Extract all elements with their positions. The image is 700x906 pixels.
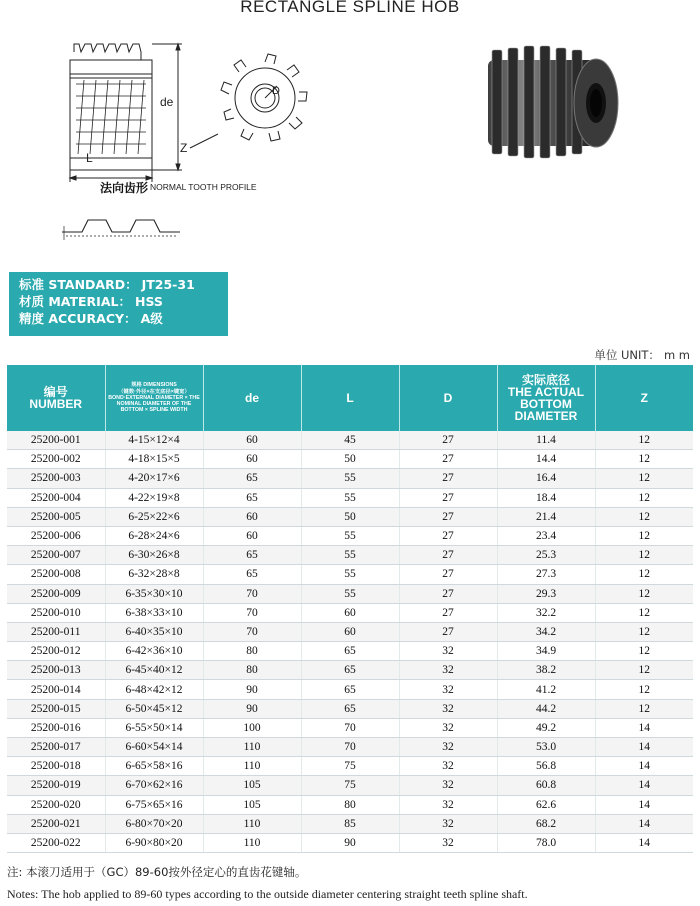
cell-d: 27 <box>399 584 497 603</box>
cell-de: 65 <box>203 546 301 565</box>
spec-table <box>7 365 693 853</box>
table-row <box>7 584 693 603</box>
cell-z: 14 <box>595 814 693 833</box>
cell-de: 60 <box>203 450 301 469</box>
cell-z: 12 <box>595 642 693 661</box>
note-en: Notes: The hob applied to 89-60 types according to the outside diameter centering straight teeth spline shaft. <box>7 887 528 901</box>
cell-number: 25200-010 <box>7 603 105 622</box>
material-label: 材质 MATERIAL： <box>19 294 131 309</box>
cell-de: 60 <box>203 507 301 526</box>
cell-number: 25200-018 <box>7 757 105 776</box>
header-number <box>7 365 105 431</box>
cell-l: 55 <box>301 584 399 603</box>
cell-d: 32 <box>399 795 497 814</box>
cell-z: 12 <box>595 565 693 584</box>
cell-bottom: 41.2 <box>497 680 595 699</box>
cell-number: 25200-008 <box>7 565 105 584</box>
cell-l: 65 <box>301 699 399 718</box>
cell-bottom: 49.2 <box>497 718 595 737</box>
cell-bottom: 29.3 <box>497 584 595 603</box>
table-row <box>7 757 693 776</box>
cell-bottom: 68.2 <box>497 814 595 833</box>
cell-number: 25200-015 <box>7 699 105 718</box>
cell-de: 70 <box>203 622 301 641</box>
cell-z: 12 <box>595 526 693 545</box>
cell-bottom: 34.2 <box>497 622 595 641</box>
cell-d: 27 <box>399 469 497 488</box>
cell-d: 27 <box>399 526 497 545</box>
cell-d: 32 <box>399 833 497 852</box>
table-row <box>7 488 693 507</box>
header-dim-en: BOND·EXTERNAL DIAMETER × THE NOMINAL DIAMETER OF THE BOTTOM × SPLINE WIDTH <box>108 394 200 414</box>
cell-number: 25200-016 <box>7 718 105 737</box>
header-bottom-cn: 实际底径 <box>521 373 570 387</box>
standard-value: JT25-31 <box>141 277 195 292</box>
cell-d: 27 <box>399 603 497 622</box>
cell-d: 27 <box>399 450 497 469</box>
cell-d: 32 <box>399 680 497 699</box>
cell-bottom: 25.3 <box>497 546 595 565</box>
cell-number: 25200-012 <box>7 642 105 661</box>
cell-d: 32 <box>399 776 497 795</box>
cell-bottom: 34.9 <box>497 642 595 661</box>
accuracy-value: A级 <box>140 311 163 326</box>
cell-bottom: 14.4 <box>497 450 595 469</box>
cell-bottom: 78.0 <box>497 833 595 852</box>
cell-l: 45 <box>301 431 399 450</box>
cell-z: 12 <box>595 661 693 680</box>
table-row <box>7 565 693 584</box>
cell-de: 90 <box>203 680 301 699</box>
cell-de: 110 <box>203 738 301 757</box>
header-de: de <box>203 365 301 431</box>
cell-bottom: 38.2 <box>497 661 595 680</box>
cell-d: 32 <box>399 738 497 757</box>
table-row <box>7 699 693 718</box>
material-line <box>19 293 228 310</box>
cell-z: 14 <box>595 738 693 757</box>
cell-l: 55 <box>301 469 399 488</box>
cell-d: 27 <box>399 488 497 507</box>
cell-bottom: 23.4 <box>497 526 595 545</box>
note-cn: 注: 本滚刀适用于（GC）89-60按外径定心的直齿花键轴。 <box>7 865 307 879</box>
table-row <box>7 833 693 852</box>
material-value: HSS <box>134 294 163 309</box>
cell-number: 25200-011 <box>7 622 105 641</box>
table-row <box>7 795 693 814</box>
cell-dim: 6-65×58×16 <box>105 757 203 776</box>
cell-number: 25200-022 <box>7 833 105 852</box>
cell-l: 90 <box>301 833 399 852</box>
cell-z: 12 <box>595 546 693 565</box>
cell-de: 110 <box>203 814 301 833</box>
normal-tooth-profile-en: NORMAL TOOTH PROFILE <box>150 182 257 192</box>
standard-label: 标准 STANDARD： <box>19 277 138 292</box>
cell-z: 12 <box>595 603 693 622</box>
cell-bottom: 27.3 <box>497 565 595 584</box>
cell-l: 55 <box>301 488 399 507</box>
cell-l: 70 <box>301 718 399 737</box>
cell-d: 32 <box>399 642 497 661</box>
spec-box <box>9 272 228 336</box>
table-row <box>7 718 693 737</box>
header-l: L <box>301 365 399 431</box>
cell-l: 75 <box>301 776 399 795</box>
cell-l: 50 <box>301 450 399 469</box>
cell-number: 25200-006 <box>7 526 105 545</box>
cell-dim: 6-28×24×6 <box>105 526 203 545</box>
cell-number: 25200-020 <box>7 795 105 814</box>
table-row <box>7 814 693 833</box>
cell-number: 25200-007 <box>7 546 105 565</box>
cell-z: 12 <box>595 699 693 718</box>
cell-d: 32 <box>399 814 497 833</box>
cell-dim: 4-20×17×6 <box>105 469 203 488</box>
cell-dim: 6-38×33×10 <box>105 603 203 622</box>
cell-l: 65 <box>301 661 399 680</box>
unit-value: m m <box>663 348 690 362</box>
cell-dim: 6-48×42×12 <box>105 680 203 699</box>
cell-dim: 6-55×50×14 <box>105 718 203 737</box>
cell-number: 25200-004 <box>7 488 105 507</box>
label-d: D <box>272 85 280 97</box>
standard-line <box>19 276 228 293</box>
cell-number: 25200-014 <box>7 680 105 699</box>
cell-bottom: 11.4 <box>497 431 595 450</box>
cell-z: 14 <box>595 757 693 776</box>
cell-z: 14 <box>595 776 693 795</box>
cell-number: 25200-017 <box>7 738 105 757</box>
page-title: RECTANGLE SPLINE HOB <box>240 0 460 16</box>
cell-d: 27 <box>399 546 497 565</box>
cell-l: 55 <box>301 565 399 584</box>
cell-d: 27 <box>399 622 497 641</box>
cell-de: 65 <box>203 565 301 584</box>
cell-d: 32 <box>399 757 497 776</box>
cell-dim: 4-15×12×4 <box>105 431 203 450</box>
cell-l: 70 <box>301 738 399 757</box>
cell-dim: 6-32×28×8 <box>105 565 203 584</box>
table-row <box>7 738 693 757</box>
cell-de: 90 <box>203 699 301 718</box>
header-dim-cn: 规格 DIMENSIONS <box>131 382 177 389</box>
cell-de: 65 <box>203 469 301 488</box>
cell-l: 60 <box>301 603 399 622</box>
cell-dim: 6-75×65×16 <box>105 795 203 814</box>
cell-de: 105 <box>203 795 301 814</box>
cell-d: 27 <box>399 565 497 584</box>
header-number-cn: 编号 <box>43 385 68 399</box>
cell-l: 55 <box>301 546 399 565</box>
cell-dim: 6-45×40×12 <box>105 661 203 680</box>
cell-z: 12 <box>595 488 693 507</box>
cell-z: 14 <box>595 718 693 737</box>
cell-l: 55 <box>301 526 399 545</box>
header-dimensions <box>105 365 203 431</box>
cell-d: 27 <box>399 507 497 526</box>
cell-bottom: 16.4 <box>497 469 595 488</box>
cell-dim: 6-42×36×10 <box>105 642 203 661</box>
cell-z: 12 <box>595 507 693 526</box>
unit-text: 单位 UNIT： <box>594 348 660 362</box>
cell-dim: 6-25×22×6 <box>105 507 203 526</box>
unit-label <box>594 347 690 363</box>
cell-number: 25200-013 <box>7 661 105 680</box>
header-bottom-en: THE ACTUAL BOTTOM DIAMETER <box>507 385 585 423</box>
label-l: L <box>86 151 93 165</box>
cell-z: 12 <box>595 431 693 450</box>
cell-de: 60 <box>203 431 301 450</box>
cell-dim: 6-70×62×16 <box>105 776 203 795</box>
table-header-row <box>7 365 693 431</box>
cell-dim: 6-35×30×10 <box>105 584 203 603</box>
cell-l: 65 <box>301 642 399 661</box>
table-row <box>7 622 693 641</box>
cell-de: 80 <box>203 661 301 680</box>
header-z: Z <box>595 365 693 431</box>
cell-l: 85 <box>301 814 399 833</box>
cell-number: 25200-021 <box>7 814 105 833</box>
cell-d: 27 <box>399 431 497 450</box>
cell-d: 32 <box>399 699 497 718</box>
table-row <box>7 526 693 545</box>
cell-bottom: 21.4 <box>497 507 595 526</box>
table-row <box>7 603 693 622</box>
cell-dim: 6-40×35×10 <box>105 622 203 641</box>
cell-z: 14 <box>595 833 693 852</box>
cell-z: 12 <box>595 680 693 699</box>
table-row <box>7 507 693 526</box>
cell-dim: 6-90×80×20 <box>105 833 203 852</box>
header-d: D <box>399 365 497 431</box>
cell-bottom: 60.8 <box>497 776 595 795</box>
cell-number: 25200-001 <box>7 431 105 450</box>
table-row <box>7 450 693 469</box>
cell-number: 25200-002 <box>7 450 105 469</box>
cell-z: 12 <box>595 469 693 488</box>
label-de: de <box>160 95 174 109</box>
cell-number: 25200-003 <box>7 469 105 488</box>
cell-de: 80 <box>203 642 301 661</box>
cell-z: 12 <box>595 450 693 469</box>
cell-z: 12 <box>595 622 693 641</box>
cell-de: 70 <box>203 603 301 622</box>
cell-number: 25200-019 <box>7 776 105 795</box>
table-row <box>7 642 693 661</box>
cell-l: 65 <box>301 680 399 699</box>
cell-de: 105 <box>203 776 301 795</box>
label-z: Z <box>180 141 188 155</box>
cell-dim: 4-22×19×8 <box>105 488 203 507</box>
cell-bottom: 53.0 <box>497 738 595 757</box>
normal-tooth-profile-cn: 法向齿形 <box>100 181 149 195</box>
cell-bottom: 62.6 <box>497 795 595 814</box>
header-bottom-diameter <box>497 365 595 431</box>
cell-number: 25200-009 <box>7 584 105 603</box>
table-row <box>7 680 693 699</box>
table-row <box>7 469 693 488</box>
cell-bottom: 32.2 <box>497 603 595 622</box>
cell-bottom: 18.4 <box>497 488 595 507</box>
cell-dim: 6-30×26×8 <box>105 546 203 565</box>
cell-de: 110 <box>203 833 301 852</box>
hob-product-image <box>478 40 628 170</box>
cell-de: 60 <box>203 526 301 545</box>
cell-de: 100 <box>203 718 301 737</box>
hob-technical-drawing <box>40 30 280 245</box>
accuracy-line <box>19 310 228 327</box>
cell-dim: 4-18×15×5 <box>105 450 203 469</box>
cell-de: 65 <box>203 488 301 507</box>
cell-dim: 6-80×70×20 <box>105 814 203 833</box>
table-row <box>7 661 693 680</box>
cell-number: 25200-005 <box>7 507 105 526</box>
header-number-en: NUMBER <box>29 397 83 411</box>
cell-z: 14 <box>595 795 693 814</box>
table-row <box>7 546 693 565</box>
table-row <box>7 431 693 450</box>
cell-d: 32 <box>399 661 497 680</box>
cell-bottom: 56.8 <box>497 757 595 776</box>
cell-bottom: 44.2 <box>497 699 595 718</box>
cell-dim: 6-50×45×12 <box>105 699 203 718</box>
cell-dim: 6-60×54×14 <box>105 738 203 757</box>
table-row <box>7 776 693 795</box>
cell-de: 70 <box>203 584 301 603</box>
accuracy-label: 精度 ACCURACY： <box>19 311 137 326</box>
header-dim-sub: （键数·外径×在支底径×键宽） <box>118 388 190 395</box>
cell-l: 60 <box>301 622 399 641</box>
cell-l: 75 <box>301 757 399 776</box>
cell-d: 32 <box>399 718 497 737</box>
cell-z: 12 <box>595 584 693 603</box>
cell-l: 80 <box>301 795 399 814</box>
cell-de: 110 <box>203 757 301 776</box>
cell-l: 50 <box>301 507 399 526</box>
